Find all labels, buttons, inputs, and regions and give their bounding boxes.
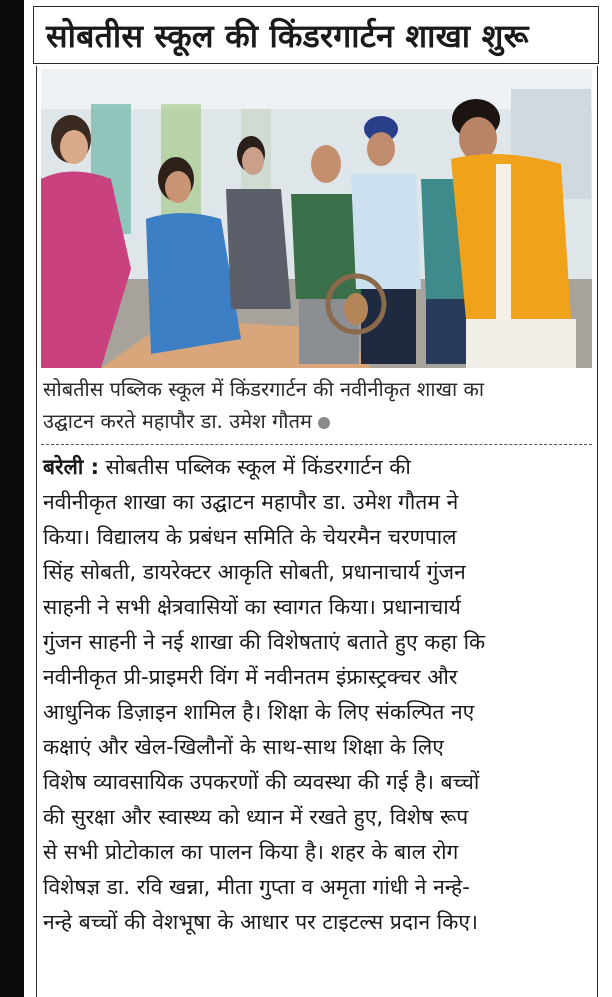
- news-photo: [41, 69, 592, 368]
- story-line: सिंह सोबती, डायरेक्टर आकृति सोबती, प्रधानाचार्य गुंजन: [43, 560, 466, 584]
- story-line: साहनी ने सभी क्षेत्रवासियों का स्वागत किया। प्रधानाचार्य: [43, 595, 461, 619]
- photo-caption: [43, 373, 588, 437]
- photo-illustration: [41, 69, 592, 368]
- bullet-dot-icon: [318, 417, 330, 429]
- story-line: किया। विद्यालय के प्रबंधन समिति के चेयरमैन चरणपाल: [43, 525, 457, 549]
- dateline: बरेली :: [43, 455, 99, 479]
- story-text: [43, 450, 592, 940]
- story-line: कक्षाएं और खेल-खिलौनों के साथ-साथ शिक्षा के लिए: [43, 735, 444, 759]
- news-article: [28, 0, 609, 997]
- story-line: की सुरक्षा और स्वास्थ्य को ध्यान में रखते हुए, विशेष रूप: [43, 805, 469, 829]
- story-line: विशेषज्ञ डा. रवि खन्ना, मीता गुप्ता व अमृता गांधी ने नन्हे-: [43, 875, 470, 899]
- caption-line: [43, 405, 588, 437]
- article-body: [36, 66, 598, 997]
- caption-line-text: उद्घाटन करते महापौर डा. उमेश गौतम: [43, 409, 312, 433]
- page-edge-bar: [0, 0, 24, 997]
- story-line: नन्हे बच्चों की वेशभूषा के आधार पर टाइटल्स प्रदान किए।: [43, 910, 478, 934]
- story-line: विशेष व्यावसायिक उपकरणों की व्यवस्था की गई है। बच्चों: [43, 770, 480, 794]
- caption-line: सोबतीस पब्लिक स्कूल में किंडरगार्टन की नवीनीकृत शाखा का: [43, 377, 485, 401]
- story-line: नवीनीकृत प्री-प्राइमरी विंग में नवीनतम इंफ्रास्ट्रक्चर और: [43, 665, 458, 689]
- story-line: नवीनीकृत शाखा का उद्घाटन महापौर डा. उमेश गौतम ने: [43, 490, 459, 514]
- story-line: आधुनिक डिज़ाइन शामिल है। शिक्षा के लिए संकल्पित नए: [43, 700, 475, 724]
- headline-box: [33, 6, 599, 64]
- story-line: गुंजन साहनी ने नई शाखा की विशेषताएं बताते हुए कहा कि: [43, 630, 486, 654]
- caption-divider: [41, 444, 592, 445]
- story-line-text: सोबतीस पब्लिक स्कूल में किंडरगार्टन की: [98, 455, 411, 479]
- story-line: [43, 450, 592, 485]
- story-line: से सभी प्रोटोकाल का पालन किया है। शहर के बाल रोग: [43, 840, 459, 864]
- headline: सोबतीस स्कूल की किंडरगार्टन शाखा शुरू: [46, 16, 529, 55]
